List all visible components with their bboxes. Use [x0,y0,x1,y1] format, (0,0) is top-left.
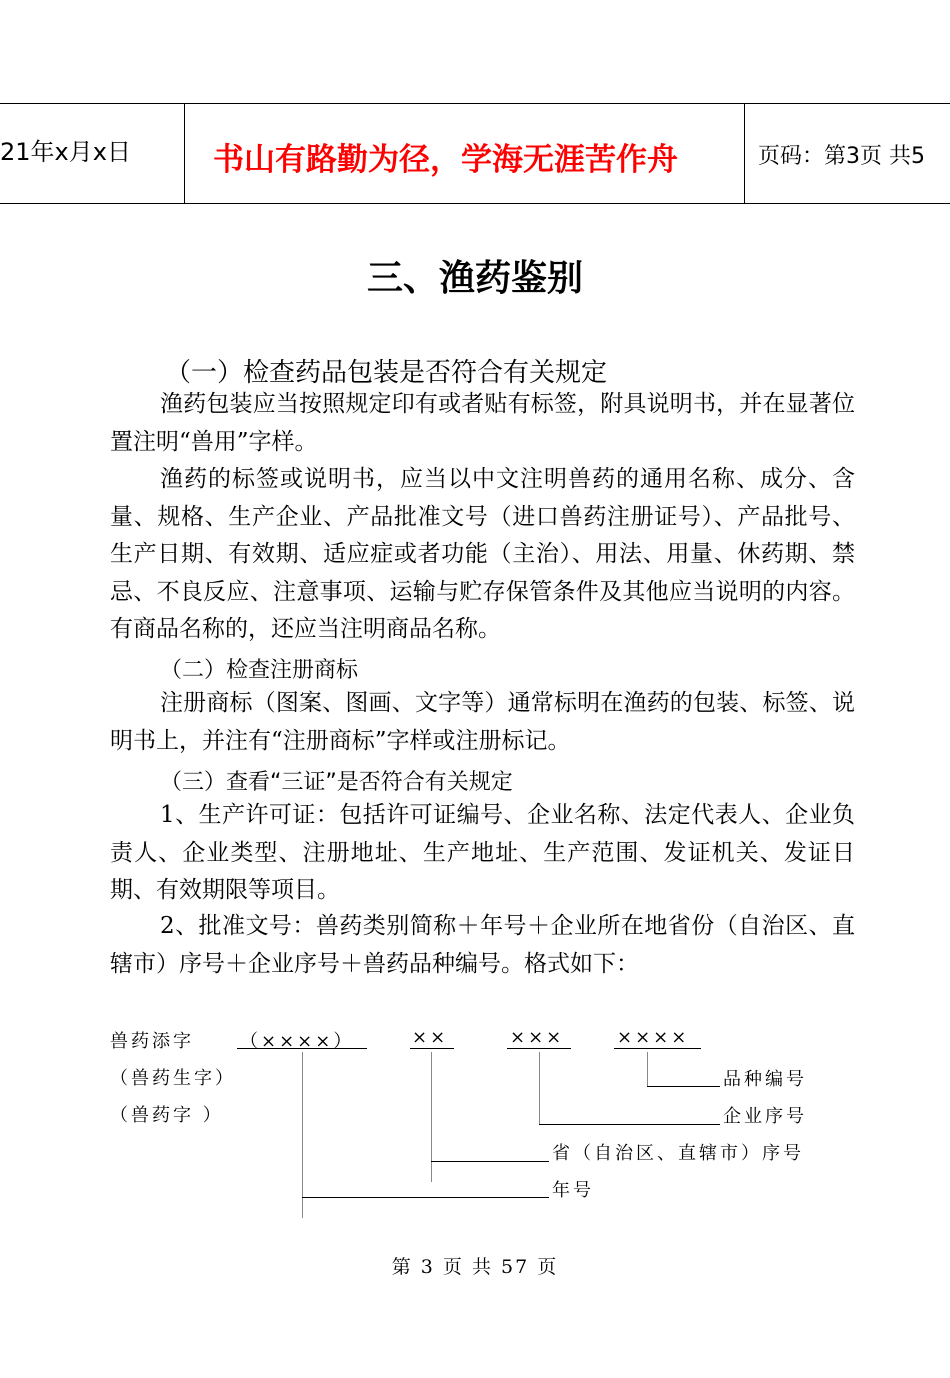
diagram-segment-province: ×× [412,1027,449,1048]
paragraph-1-2: 渔药的标签或说明书，应当以中文注明兽药的通用名称、成分、含量、规格、生产企业、产品批准文号（进口兽药注册证号）、产品批号、生产日期、有效期、适应症或者功能（主治）、用法、用量、休药期、禁忌、不良反应、注意事项、运输与贮存保管条件及其他应当说明的内容。有商品名称的，还应当注明商品名称。 [110,466,855,642]
heading-2: （二）检查注册商标 [160,658,359,683]
diagram-label-year: 年号 [552,1180,594,1201]
paragraph-2-1: 注册商标（图案、图画、文字等）通常标明在渔药的包装、标签、说明书上，并注有“注册商标”字样或注册标记。 [110,690,855,754]
heading-3: （三）查看“三证”是否符合有关规定 [160,770,513,795]
paragraph-3-1: 1、生产许可证：包括许可证编号、企业名称、法定代表人、企业负责人、企业类型、注册地址、生产地址、生产范围、发证机关、发证日期、有效期限等项目。 [110,802,855,903]
leader-horizontal-province [431,1161,549,1162]
diagram-prefix: 兽药添字 [110,1031,194,1052]
header-divider-2 [744,103,745,203]
leader-horizontal-company [539,1124,720,1125]
diagram-label-company: 企业序号 [723,1106,807,1127]
segment-underline [507,1048,571,1049]
segment-underline [237,1048,367,1049]
header-divider-1 [184,103,185,203]
header-bottom-rule [0,203,950,204]
header-top-rule [0,103,950,104]
paragraph-3-2: 2、批准文号：兽药类别简称＋年号＋企业所在地省份（自治区、直辖市）序号＋企业序号＋兽药品种编号。格式如下： [110,913,855,977]
diagram-segment-product: ×××× [617,1027,690,1048]
diagram-label-product: 品种编号 [723,1069,807,1090]
page-footer: 第 3 页 共 57 页 [391,1256,559,1278]
section-title: 三、渔药鉴别 [366,257,583,299]
paragraph-1-1: 渔药包装应当按照规定印有或者贴有标签，附具说明书，并在显著位置注明“兽用”字样。 [110,391,855,455]
diagram-segment-company: ××× [510,1027,565,1048]
leader-horizontal-product [647,1086,720,1087]
diagram-segment-year: （××××） [240,1031,355,1052]
segment-underline [410,1048,454,1049]
leader-vertical-company [539,1052,540,1124]
leader-horizontal-year [302,1197,549,1198]
diagram-prefix: （兽药字 ） [110,1105,224,1126]
heading-1: （一）检查药品包装是否符合有关规定 [165,358,608,388]
leader-vertical-product [647,1052,648,1086]
leader-vertical-province [431,1052,432,1182]
header-date: 21年x月x日 [0,138,131,166]
leader-vertical-year [302,1052,303,1218]
header-page-info: 页码：第3页 共5 [758,144,925,169]
diagram-prefix: （兽药生字） [110,1068,236,1089]
segment-underline [614,1048,701,1049]
diagram-label-province: 省（自治区、直辖市）序号 [552,1143,804,1164]
header-motto: 书山有路勤为径，学海无涯苦作舟 [213,142,678,178]
